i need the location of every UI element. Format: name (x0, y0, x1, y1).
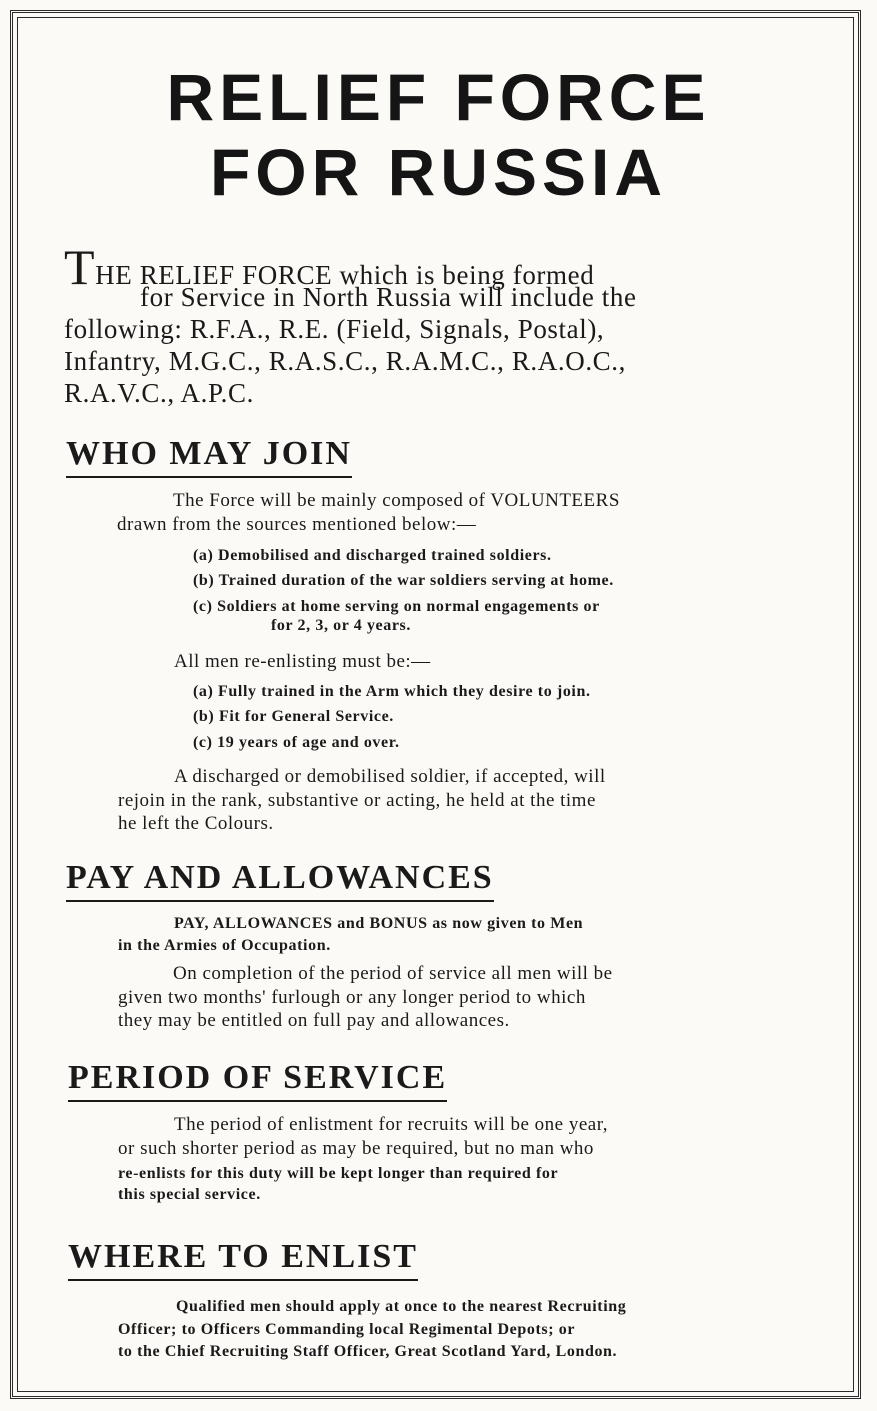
pay-line-2: in the Armies of Occupation. (118, 937, 331, 954)
intro-line-5: R.A.V.C., A.P.C. (64, 378, 254, 408)
heading-where-to-enlist: WHERE TO ENLIST (68, 1237, 418, 1281)
who-lead-line-2: drawn from the sources mentioned below:— (117, 514, 477, 535)
who-lead-line-1: The Force will be mainly composed of VOLUNTEERS (173, 490, 620, 511)
heading-period-of-service: PERIOD OF SERVICE (68, 1058, 447, 1102)
enlist-line-3: to the Chief Recruiting Staff Officer, Great Scotland Yard, London. (118, 1343, 618, 1360)
period-line-1: The period of enlistment for recruits will be one year, (174, 1114, 609, 1135)
intro-dropcap: T (64, 239, 96, 295)
intro-line-1-text: HE RELIEF FORCE which is being formed (95, 260, 595, 290)
title-line-1: RELIEF FORCE (166, 60, 711, 134)
pay-line-4: given two months' furlough or any longer period to which (118, 987, 586, 1008)
requirements-lead: All men re-enlisting must be:— (174, 651, 431, 672)
requirement-b: (b) Fit for General Service. (193, 708, 394, 725)
title-line-2: FOR RUSSIA (209, 135, 668, 209)
rank-line-3: he left the Colours. (118, 813, 274, 834)
requirement-a: (a) Fully trained in the Arm which they desire to join. (193, 683, 591, 700)
requirement-c: (c) 19 years of age and over. (193, 734, 400, 751)
intro-line-3: following: R.F.A., R.E. (Field, Signals, Postal), (64, 314, 605, 344)
source-a: (a) Demobilised and discharged trained soldiers. (193, 547, 552, 564)
pay-line-1: PAY, ALLOWANCES and BONUS as now given to Men (174, 915, 584, 932)
enlist-line-1: Qualified men should apply at once to the nearest Recruiting (176, 1298, 627, 1315)
source-c: (c) Soldiers at home serving on normal engagements or (193, 598, 600, 615)
period-line-4: this special service. (118, 1186, 261, 1203)
rank-line-1: A discharged or demobilised soldier, if accepted, will (174, 766, 606, 787)
period-line-2: or such shorter period as may be required, but no man who (118, 1138, 594, 1159)
pay-line-3: On completion of the period of service all men will be (173, 963, 613, 984)
heading-pay-and-allowances: PAY AND ALLOWANCES (66, 858, 494, 902)
source-c-cont: for 2, 3, or 4 years. (271, 617, 411, 634)
enlist-line-2: Officer; to Officers Commanding local Regimental Depots; or (118, 1321, 576, 1338)
intro-line-2: for Service in North Russia will include the (140, 282, 637, 312)
heading-who-may-join: WHO MAY JOIN (66, 434, 352, 478)
intro-line-4: Infantry, M.G.C., R.A.S.C., R.A.M.C., R.A.O.C., (64, 346, 626, 376)
rank-line-2: rejoin in the rank, substantive or acting, he held at the time (118, 790, 596, 811)
pay-line-5: they may be entitled on full pay and allowances. (118, 1010, 510, 1031)
period-line-3: re-enlists for this duty will be kept longer than required for (118, 1165, 559, 1182)
source-b: (b) Trained duration of the war soldiers serving at home. (193, 572, 614, 589)
